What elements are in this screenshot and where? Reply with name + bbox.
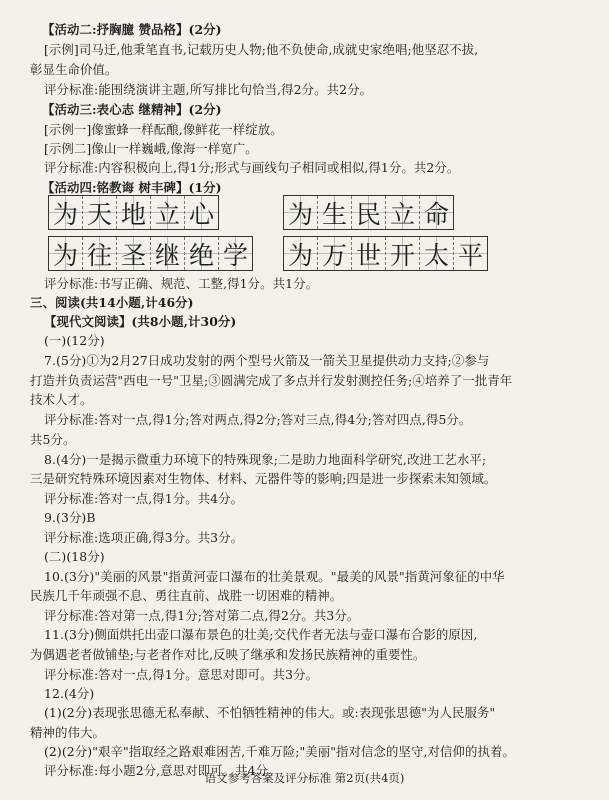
- text-line: 评分标准:答对一点,得1分。共4分。: [44, 491, 244, 506]
- text-line: 【活动四:铭教诲 树丰碑】(1分): [42, 180, 222, 195]
- text-line: 三是研究特殊环境因素对生物体、材料、元器件等的影响;四是进一步探索未知领域。: [30, 471, 497, 486]
- text-line: 评分标准:内容积极向上,得1分;形式与画线句子相同或相似,得1分。共2分。: [44, 160, 460, 175]
- grid-cell: 命: [420, 196, 453, 229]
- grid-cell: 地: [117, 196, 151, 229]
- text-line: 评分标准:答对一点,得1分;答对两点,得2分;答对三点,得4分;答对四点,得5分。: [44, 412, 472, 427]
- grid-cell: 立: [151, 196, 185, 229]
- text-line: 评分标准:答对第一点,得1分;答对第二点,得2分。共3分。: [44, 608, 360, 623]
- text-line: 7.(5分)①为2月27日成功发射的两个型号火箭及一箭关卫星提供动力支持;②参与: [44, 353, 490, 368]
- writing-grid: [283, 195, 454, 230]
- text-line: 为偶遇老者做铺垫;与老者作对比,反映了继承和发扬民族精神的重要性。: [30, 647, 426, 662]
- text-line: 8.(4分)一是揭示微重力环境下的特殊现象;二是助力地面科学研究,改进工艺水平;: [44, 452, 487, 467]
- grid-cell: 往: [83, 237, 117, 270]
- text-line: (一)(12分): [44, 333, 105, 348]
- grid-cell: 民: [352, 196, 386, 229]
- grid-cell: 太: [420, 237, 454, 270]
- writing-grid: [48, 195, 219, 230]
- grid-cell: 为: [284, 237, 318, 270]
- grid-cell: 学: [219, 237, 252, 270]
- text-line: 技术人才。: [30, 392, 93, 407]
- text-line: (二)(18分): [44, 549, 105, 564]
- text-line: [示例一]像蜜蜂一样酝酿,像鲜花一样绽放。: [44, 122, 283, 137]
- text-line: 精神的伟大。: [30, 725, 105, 740]
- writing-grid: [283, 236, 488, 271]
- text-line: 评分标准:能围绕演讲主题,所写排比句恰当,得2分。共2分。: [44, 82, 373, 97]
- text-line: 11.(3分)侧面烘托出壶口瀑布景色的壮美;交代作者无法与壶口瀑布合影的原因,: [44, 627, 478, 642]
- text-line: 【现代文阅读】(共8小题,计30分): [44, 314, 237, 329]
- grid-cell: 圣: [117, 237, 151, 270]
- grid-cell: 开: [386, 237, 420, 270]
- text-line: 10.(3分)"美丽的风景"指黄河壶口瀑布的壮美景观。"最美的风景"指黄河象征的中华: [44, 569, 505, 584]
- text-line: 评分标准:书写正确、规范、工整,得1分。共1分。: [44, 276, 319, 291]
- text-line: 12.(4分): [44, 686, 95, 701]
- grid-cell: 世: [352, 237, 386, 270]
- writing-grid: [48, 236, 253, 271]
- grid-cell: 万: [318, 237, 352, 270]
- grid-cell: 天: [83, 196, 117, 229]
- text-line: 评分标准:每小题2分,意思对即可。共4分。: [44, 763, 281, 778]
- grid-cell: 生: [318, 196, 352, 229]
- text-line: (1)(2分)表现张思德无私奉献、不怕牺牲精神的伟大。或:表现张思德"为人民服务": [44, 705, 496, 720]
- grid-cell: 为: [49, 237, 83, 270]
- grid-cell: 继: [151, 237, 185, 270]
- text-line: 共5分。: [30, 432, 76, 447]
- text-line: 打造并负责运营"西电一号"卫星;③圆满完成了多点并行发射测控任务;④培养了一批青年: [30, 373, 513, 388]
- grid-cell: 平: [454, 237, 487, 270]
- grid-cell: 为: [49, 196, 83, 229]
- text-line: 【活动二:抒胸臆 赞品格】(2分): [42, 22, 222, 37]
- text-line: 评分标准:答对一点,得1分。意思对即可。共3分。: [44, 667, 319, 682]
- grid-cell: 绝: [185, 237, 219, 270]
- text-line: 三、阅读(共14小题,计46分): [30, 295, 194, 310]
- text-line: [示例二]像山一样巍峨,像海一样宽广。: [44, 141, 258, 156]
- text-line: 评分标准:选项正确,得3分。共3分。: [44, 530, 244, 545]
- page-footer: 语文参考答案及评分标准 第2页(共4页): [204, 771, 405, 785]
- text-line: 【活动三:表心志 继精神】(2分): [42, 102, 222, 117]
- text-line: 彰显生命价值。: [30, 62, 118, 77]
- text-line: 9.(3分)B: [44, 510, 96, 525]
- text-line: (2)(2分)"艰辛"指取经之路艰难困苦,千难万险;"美丽"指对信念的坚守,对信仰的执着。: [44, 744, 515, 759]
- grid-cell: 为: [284, 196, 318, 229]
- text-line: [示例]司马迁,他秉笔直书,记载历史人物;他不负使命,成就史家绝唱;他坚忍不拔,: [44, 42, 479, 57]
- grid-cell: 心: [185, 196, 218, 229]
- grid-cell: 立: [386, 196, 420, 229]
- text-line: 民族几千年顽强不息、勇往直前、战胜一切困难的精神。: [30, 588, 343, 603]
